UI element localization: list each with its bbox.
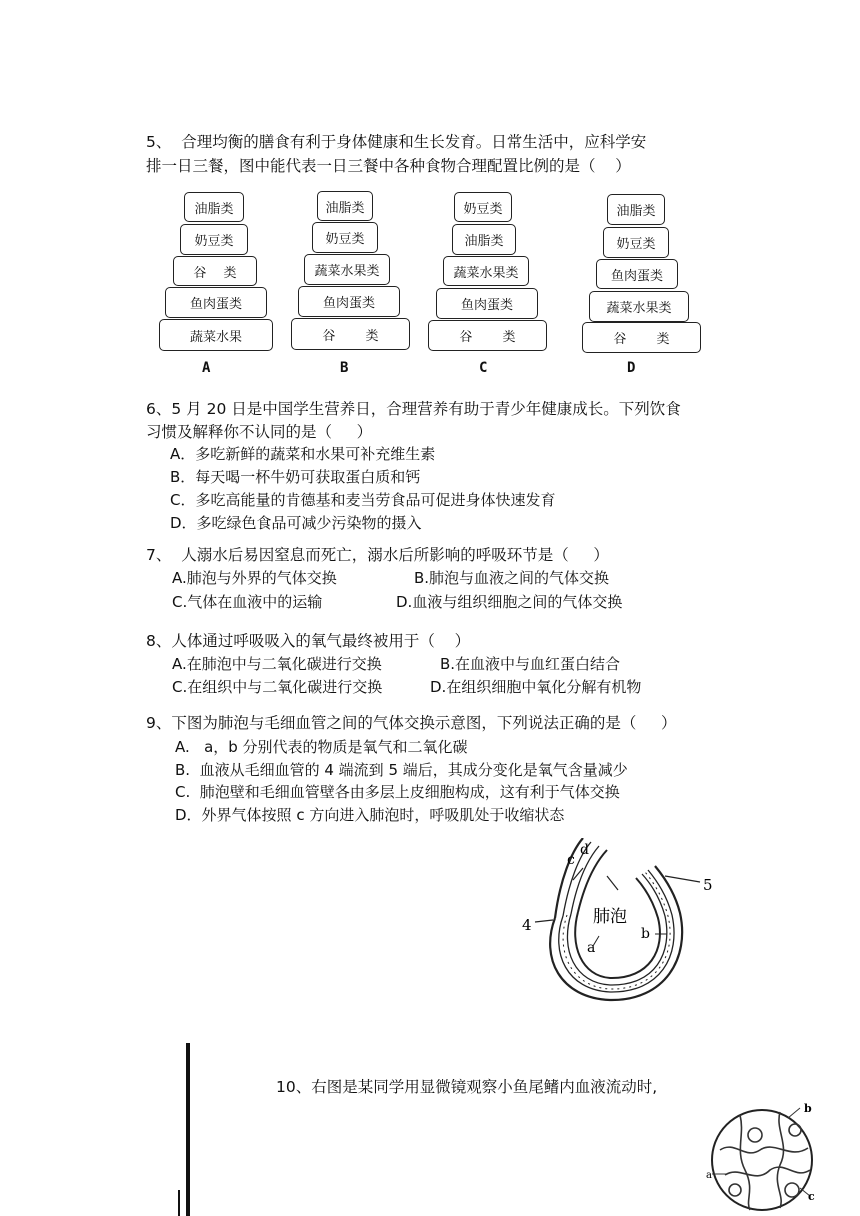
diagram-label-b: b bbox=[641, 926, 650, 942]
q6-option-b: B．每天喝一杯牛奶可获取蛋白质和钙 bbox=[170, 468, 421, 486]
q9-option-b: B. 血液从毛细血管的 4 端流到 5 端后，其成分变化是氧气含量减少 bbox=[175, 761, 628, 779]
pyramid-a-level-5: 蔬菜水果 bbox=[159, 319, 273, 351]
pyramid-b-level-1: 油脂类 bbox=[317, 191, 373, 221]
q6-line2: 习惯及解释你不认同的是（ ） bbox=[146, 423, 373, 441]
pyramid-c-level-2: 油脂类 bbox=[452, 224, 516, 255]
q9-line1: 9、下图为肺泡与毛细血管之间的气体交换示意图，下列说法正确的是（ ） bbox=[146, 714, 677, 732]
margin-bar-short bbox=[178, 1190, 180, 1216]
pyramid-d-level-3: 鱼肉蛋类 bbox=[596, 259, 678, 289]
q6-option-a: A．多吃新鲜的蔬菜和水果可补充维生素 bbox=[170, 445, 436, 463]
diagram-label-a: a bbox=[587, 940, 596, 956]
alveolus-capillary-diagram bbox=[515, 838, 725, 1008]
pyramid-a-level-4: 鱼肉蛋类 bbox=[165, 287, 267, 318]
pyramid-b-level-4: 鱼肉蛋类 bbox=[298, 286, 400, 317]
pyramid-a-level-1: 油脂类 bbox=[184, 192, 244, 222]
pyramid-c-level-5: 谷 类 bbox=[428, 320, 547, 351]
q8-option-c: C.在组织中与二氧化碳进行交换 bbox=[172, 678, 383, 696]
diagram-label-c: c bbox=[567, 852, 575, 868]
pyramid-b-level-2: 奶豆类 bbox=[312, 222, 378, 253]
q8-option-b: B.在血液中与血红蛋白结合 bbox=[440, 655, 621, 673]
pyramid-c-level-1: 奶豆类 bbox=[454, 192, 512, 222]
pyramid-d-level-1: 油脂类 bbox=[607, 194, 665, 225]
q7-option-d: D.血液与组织细胞之间的气体交换 bbox=[396, 593, 623, 611]
pyramid-c-level-4: 鱼肉蛋类 bbox=[436, 288, 538, 319]
q5-line1: 5、 合理均衡的膳食有利于身体健康和生长发育。日常生活中，应科学安 bbox=[146, 133, 647, 151]
margin-bar bbox=[186, 1043, 190, 1216]
alveolus-label: 肺泡 bbox=[593, 907, 627, 927]
pyramid-b-level-5: 谷 类 bbox=[291, 318, 410, 350]
diagram-label-5: 5 bbox=[703, 876, 713, 894]
pyramid-d-level-2: 奶豆类 bbox=[603, 227, 669, 258]
pyramid-c-label: C bbox=[479, 360, 488, 376]
q9-option-a: A. a，b 分别代表的物质是氧气和二氧化碳 bbox=[175, 738, 468, 756]
q8-line1: 8、人体通过呼吸吸入的氧气最终被用于（ ） bbox=[146, 632, 471, 650]
pyramid-d-level-5: 谷 类 bbox=[582, 322, 701, 353]
pyramid-d-label: D bbox=[627, 360, 636, 376]
q6-option-d: D．多吃绿色食品可减少污染物的摄入 bbox=[170, 514, 422, 532]
q6-option-c: C．多吃高能量的肯德基和麦当劳食品可促进身体快速发育 bbox=[170, 491, 556, 509]
pyramid-b-label: B bbox=[340, 360, 349, 376]
q7-option-b: B.肺泡与血液之间的气体交换 bbox=[414, 569, 610, 587]
microscope-field-diagram bbox=[700, 1090, 820, 1216]
q7-option-c: C.气体在血液中的运输 bbox=[172, 593, 323, 611]
q9-option-d: D．外界气体按照 c 方向进入肺泡时，呼吸肌处于收缩状态 bbox=[175, 806, 565, 824]
pyramid-a-label: A bbox=[202, 360, 211, 376]
pyramid-b-level-3: 蔬菜水果类 bbox=[304, 254, 390, 285]
pyramid-a-level-2: 奶豆类 bbox=[180, 224, 248, 255]
pyramid-a-level-3: 谷 类 bbox=[173, 256, 257, 286]
q10-line1: 10、右图是某同学用显微镜观察小鱼尾鳍内血液流动时, bbox=[276, 1078, 658, 1096]
q7-option-a: A.肺泡与外界的气体交换 bbox=[172, 569, 337, 587]
pyramid-d-level-4: 蔬菜水果类 bbox=[589, 291, 689, 322]
q9-option-c: C. 肺泡壁和毛细血管壁各由多层上皮细胞构成，这有利于气体交换 bbox=[175, 783, 620, 801]
q5-line2: 排一日三餐，图中能代表一日三餐中各种食物合理配置比例的是（ ） bbox=[146, 157, 631, 175]
q10-label-a: a bbox=[706, 1170, 712, 1181]
diagram-label-d: d bbox=[580, 842, 589, 858]
q8-option-a: A.在肺泡中与二氧化碳进行交换 bbox=[172, 655, 382, 673]
pyramid-c-level-3: 蔬菜水果类 bbox=[443, 256, 529, 286]
q10-label-c: c bbox=[808, 1190, 815, 1203]
q7-line1: 7、 人溺水后易因窒息而死亡，溺水后所影响的呼吸环节是（ ） bbox=[146, 546, 609, 564]
q6-line1: 6、5 月 20 日是中国学生营养日，合理营养有助于青少年健康成长。下列饮食 bbox=[146, 400, 681, 418]
q10-label-b: b bbox=[804, 1102, 812, 1115]
q8-option-d: D.在组织细胞中氧化分解有机物 bbox=[430, 678, 642, 696]
diagram-label-4: 4 bbox=[522, 916, 532, 934]
